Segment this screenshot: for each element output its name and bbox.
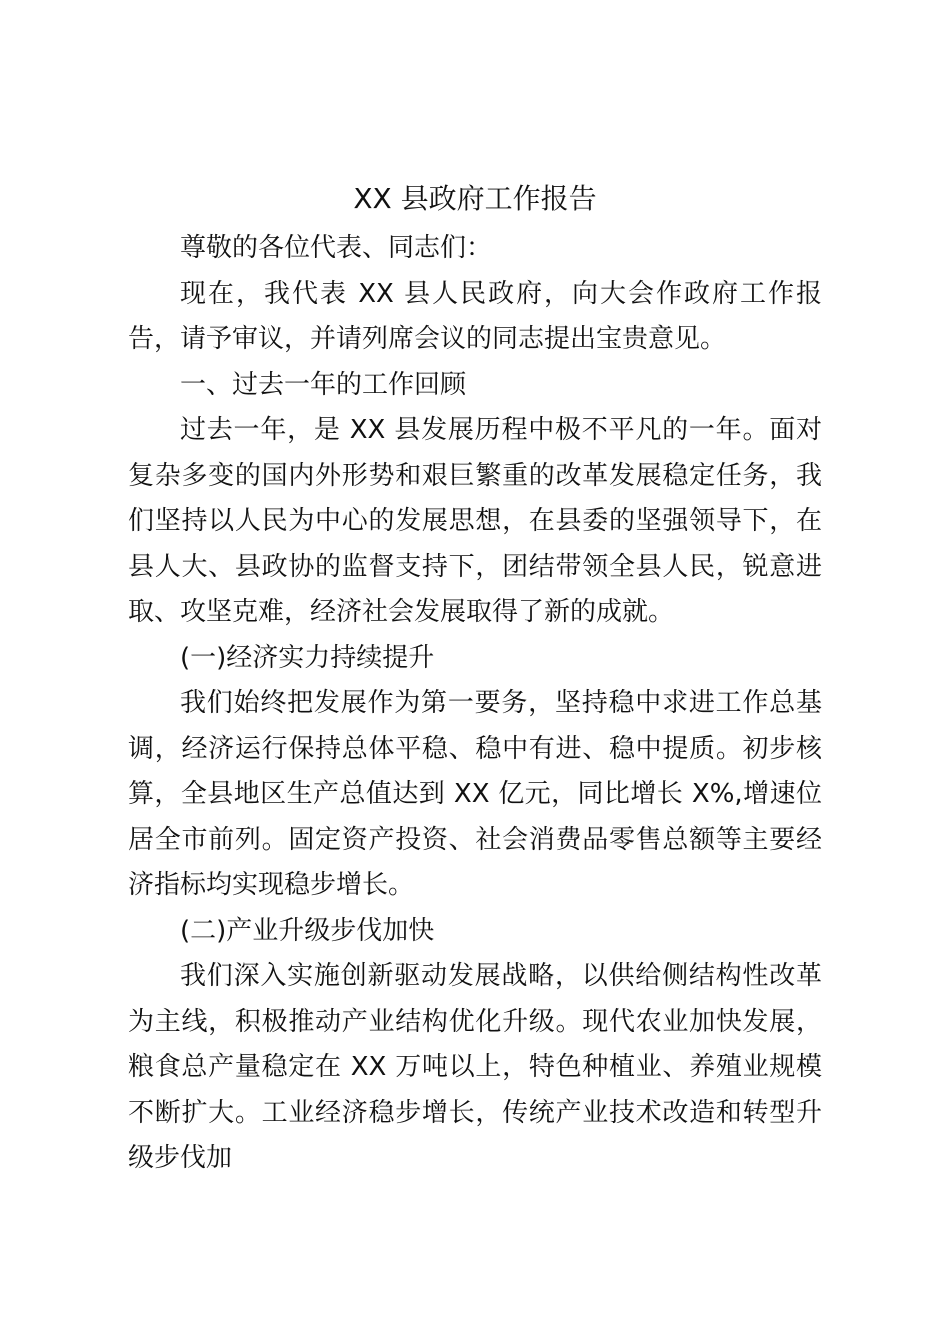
intro-paragraph: 现在，我代表 XX 县人民政府，向大会作政府工作报告，请予审议，并请列席会议的同志提出宝贵意见。 [128,278,822,354]
section-review-paragraph: 过去一年，是 XX 县发展历程中极不平凡的一年。面对复杂多变的国内外形势和艰巨繁重的改革发展稳定任务，我们坚持以人民为中心的发展思想，在县委的坚强领导下，在县人大、县政协的监督支持下，团结带领全县人民，锐意进取、攻坚克难，经济社会发展取得了新的成就。 [128,415,822,627]
subsection-heading-industry: (二)产业升级步伐加快 [180,915,435,946]
greeting: 尊敬的各位代表、同志们： [180,233,493,263]
subsection-industry-paragraph: 我们深入实施创新驱动发展战略，以供给侧结构性改革为主线，积极推动产业结构优化升级。现代农业加快发展，粮食总产量稳定在 XX 万吨以上，特色种植业、养殖业规模不断扩大。工业经济稳步增长，传统产业技术改造和转型升级步伐加 [128,961,822,1173]
document-title: XX 县政府工作报告 [353,182,597,215]
subsection-heading-economy: (一)经济实力持续提升 [180,642,435,673]
section-heading-review: 一、过去一年的工作回顾 [180,369,467,400]
document-body [128,226,822,1182]
subsection-economy-paragraph: 我们始终把发展作为第一要务，坚持稳中求进工作总基调，经济运行保持总体平稳、稳中有进、稳中提质。初步核算，全县地区生产总值达到 XX 亿元，同比增长 X%,增速位居全市前列。固定资产投资、社会消费品零售总额等主要经济指标均实现稳步增长。 [128,688,822,900]
